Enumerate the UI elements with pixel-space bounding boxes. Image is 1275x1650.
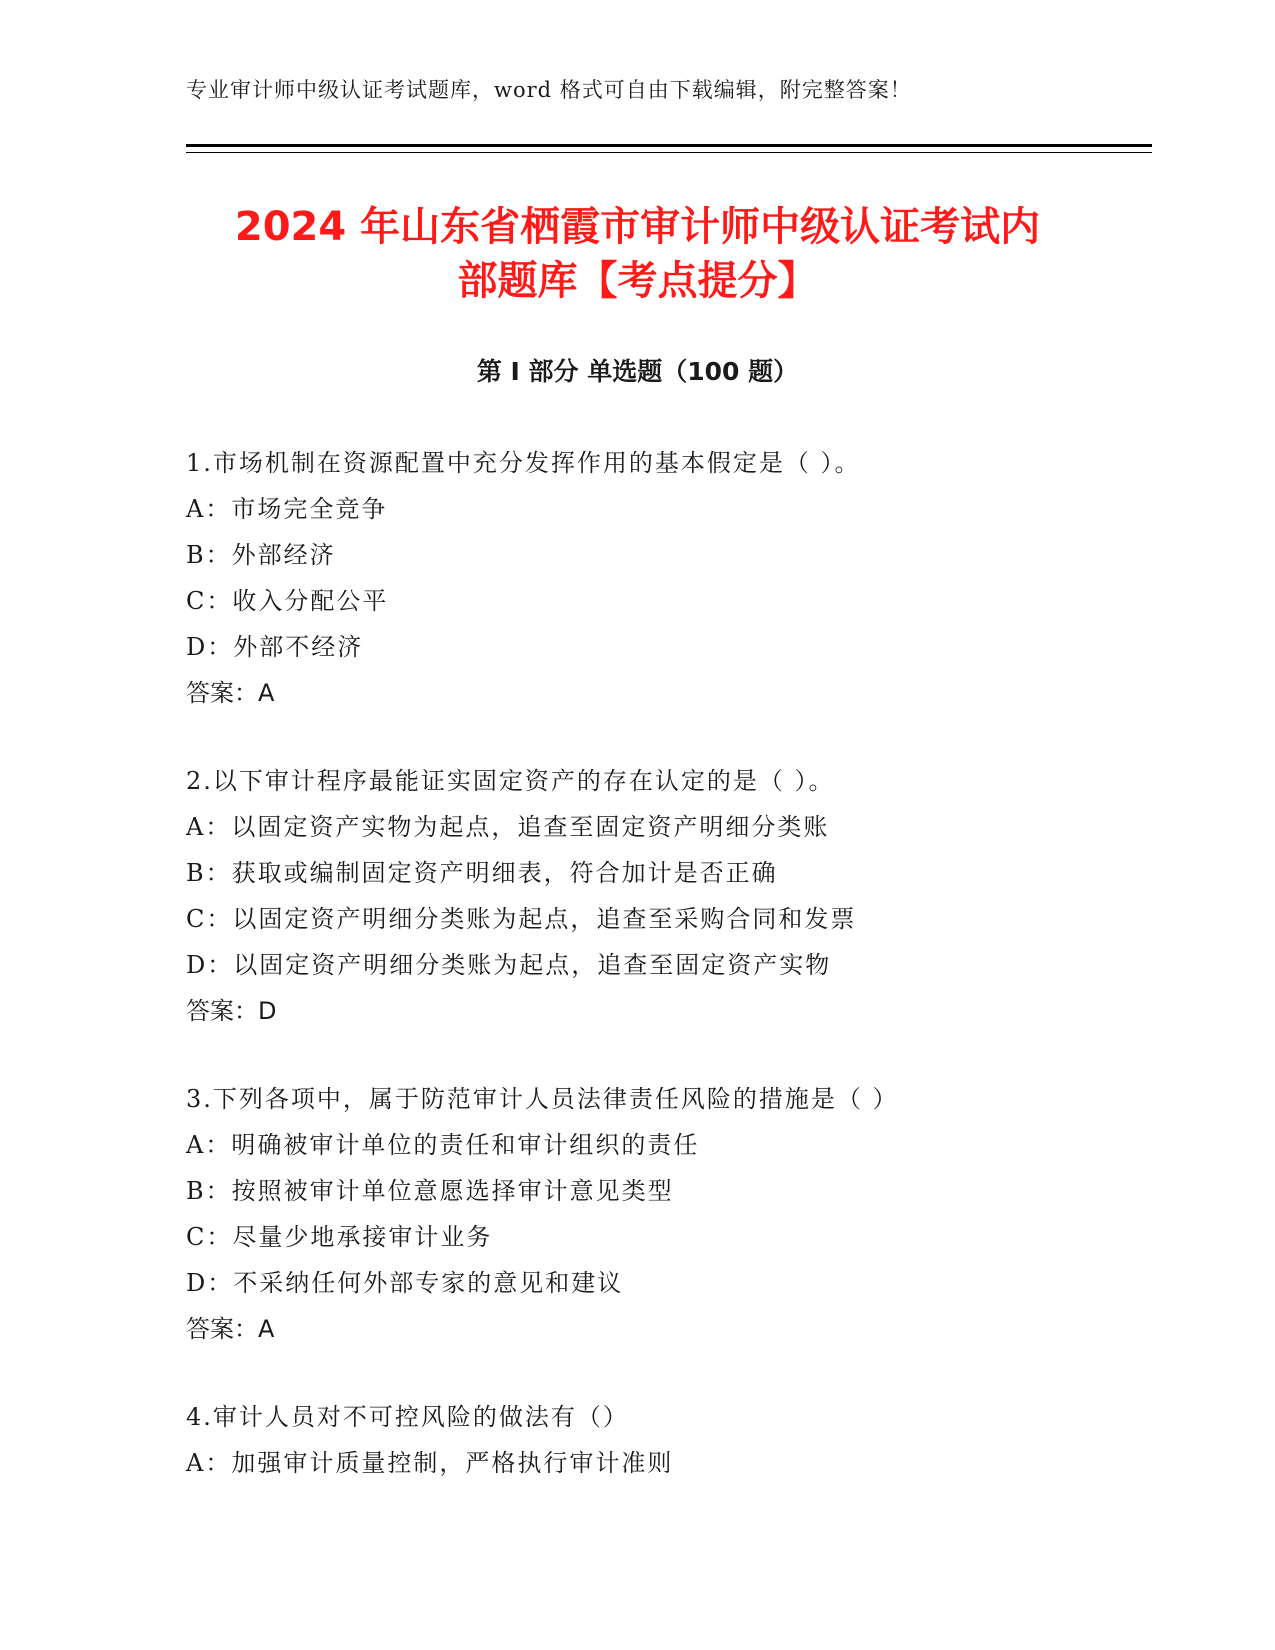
answer: 答案：D [186, 997, 277, 1025]
option-d: D：不采纳任何外部专家的意见和建议 [186, 1269, 624, 1297]
question-stem: 2.以下审计程序最能证实固定资产的存在认定的是（ ）。 [186, 767, 835, 795]
question-stem: 1.市场机制在资源配置中充分发挥作用的基本假定是（ ）。 [186, 449, 861, 477]
option-a: A：明确被审计单位的责任和审计组织的责任 [186, 1131, 700, 1159]
question-list [186, 440, 1166, 1528]
question-4 [186, 1394, 1166, 1486]
document-title [150, 200, 1125, 308]
question-stem: 4.审计人员对不可控风险的做法有（） [186, 1403, 629, 1431]
answer: 答案：A [186, 679, 275, 707]
question-3 [186, 1076, 1166, 1352]
answer: 答案：A [186, 1315, 275, 1343]
question-stem: 3.下列各项中，属于防范审计人员法律责任风险的措施是（ ） [186, 1085, 899, 1113]
header-rule-thick [186, 144, 1152, 147]
document-title-line2: 部题库【考点提分】 [457, 258, 818, 304]
option-b: B：获取或编制固定资产明细表，符合加计是否正确 [186, 859, 778, 887]
header-rule-thin [186, 152, 1152, 153]
option-a: A：以固定资产实物为起点，追查至固定资产明细分类账 [186, 813, 830, 841]
header-note: 专业审计师中级认证考试题库，word 格式可自由下载编辑，附完整答案！ [186, 78, 912, 102]
option-b: B：按照被审计单位意愿选择审计意见类型 [186, 1177, 674, 1205]
option-d: D：以固定资产明细分类账为起点，追查至固定资产实物 [186, 951, 832, 979]
section-title: 第 I 部分 单选题（100 题） [476, 357, 799, 386]
option-c: C：尽量少地承接审计业务 [186, 1223, 493, 1251]
question-1 [186, 440, 1166, 716]
question-2 [186, 758, 1166, 1034]
option-a: A：加强审计质量控制，严格执行审计准则 [186, 1449, 674, 1477]
option-c: C：以固定资产明细分类账为起点，追查至采购合同和发票 [186, 905, 857, 933]
document-title-line1: 2024 年山东省栖霞市审计师中级认证考试内 [234, 204, 1041, 250]
option-c: C：收入分配公平 [186, 587, 389, 615]
option-b: B：外部经济 [186, 541, 336, 569]
option-d: D：外部不经济 [186, 633, 364, 661]
option-a: A：市场完全竞争 [186, 495, 388, 523]
